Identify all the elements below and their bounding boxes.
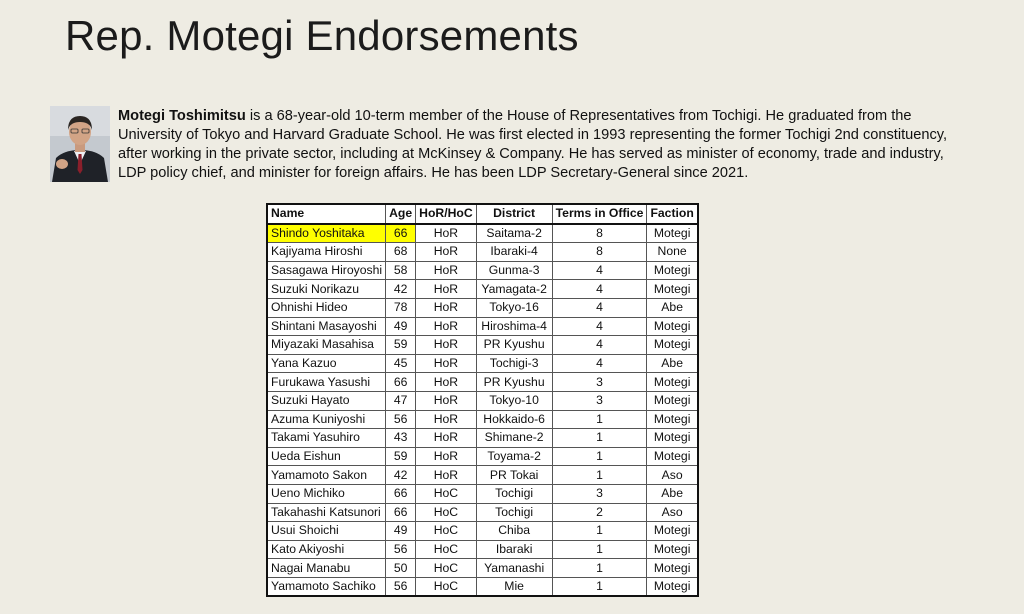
- cell-faction: Abe: [647, 354, 698, 373]
- cell-district: Yamanashi: [476, 559, 552, 578]
- cell-name: Kajiyama Hiroshi: [267, 243, 386, 262]
- cell-house: HoR: [416, 317, 476, 336]
- cell-house: HoR: [416, 447, 476, 466]
- cell-name: Shindo Yoshitaka: [267, 224, 386, 243]
- cell-name: Nagai Manabu: [267, 559, 386, 578]
- table-row: [267, 484, 698, 503]
- cell-faction: Motegi: [647, 336, 698, 355]
- cell-name: Takahashi Katsunori: [267, 503, 386, 522]
- cell-district: Tokyo-16: [476, 298, 552, 317]
- cell-name: Ueno Michiko: [267, 484, 386, 503]
- cell-faction: Motegi: [647, 540, 698, 559]
- table-row: [267, 447, 698, 466]
- cell-terms: 4: [552, 298, 647, 317]
- table-row: [267, 354, 698, 373]
- cell-terms: 3: [552, 391, 647, 410]
- cell-house: HoR: [416, 391, 476, 410]
- cell-name: Usui Shoichi: [267, 522, 386, 541]
- cell-district: Shimane-2: [476, 429, 552, 448]
- cell-age: 42: [386, 466, 416, 485]
- cell-terms: 1: [552, 466, 647, 485]
- bio-text: is a 68-year-old 10-term member of the House of Representatives from Tochigi. He graduated from the University of Tokyo and Harvard Graduate School. He was first elected in 1993 representing the former Tochigi 2nd constituency, after working in the private sector, including at McKinsey & Company. He has served as minister of economy, trade and industry, LDP policy chief, and minister for foreign affairs. He has been LDP Secretary-General since 2021.: [118, 108, 948, 181]
- cell-faction: Motegi: [647, 447, 698, 466]
- cell-faction: Motegi: [647, 391, 698, 410]
- cell-age: 56: [386, 410, 416, 429]
- table-row: [267, 522, 698, 541]
- cell-age: 56: [386, 540, 416, 559]
- cell-age: 49: [386, 317, 416, 336]
- cell-district: Gunma-3: [476, 261, 552, 280]
- portrait-photo: [50, 106, 110, 182]
- cell-age: 68: [386, 243, 416, 262]
- table-row: [267, 224, 698, 243]
- cell-district: Ibaraki-4: [476, 243, 552, 262]
- table-header-row: [267, 204, 698, 224]
- table-body: [267, 224, 698, 597]
- cell-age: 45: [386, 354, 416, 373]
- cell-faction: Abe: [647, 298, 698, 317]
- cell-faction: Motegi: [647, 317, 698, 336]
- table-row: [267, 540, 698, 559]
- cell-terms: 8: [552, 243, 647, 262]
- cell-faction: Abe: [647, 484, 698, 503]
- cell-age: 78: [386, 298, 416, 317]
- cell-faction: Aso: [647, 466, 698, 485]
- cell-house: HoR: [416, 224, 476, 243]
- cell-age: 58: [386, 261, 416, 280]
- header-faction: Faction: [647, 204, 698, 224]
- cell-faction: Motegi: [647, 522, 698, 541]
- cell-terms: 4: [552, 317, 647, 336]
- cell-district: Hokkaido-6: [476, 410, 552, 429]
- cell-house: HoR: [416, 280, 476, 299]
- cell-name: Sasagawa Hiroyoshi: [267, 261, 386, 280]
- cell-name: Takami Yasuhiro: [267, 429, 386, 448]
- header-age: Age: [386, 204, 416, 224]
- cell-terms: 1: [552, 522, 647, 541]
- table-row: [267, 336, 698, 355]
- cell-name: Yamamoto Sachiko: [267, 577, 386, 596]
- header-terms: Terms in Office: [552, 204, 647, 224]
- cell-name: Suzuki Norikazu: [267, 280, 386, 299]
- cell-terms: 4: [552, 280, 647, 299]
- table-row: [267, 261, 698, 280]
- cell-name: Yamamoto Sakon: [267, 466, 386, 485]
- bio-paragraph: [118, 107, 963, 183]
- cell-terms: 1: [552, 447, 647, 466]
- cell-age: 47: [386, 391, 416, 410]
- cell-age: 49: [386, 522, 416, 541]
- table-row: [267, 298, 698, 317]
- cell-district: Yamagata-2: [476, 280, 552, 299]
- cell-house: HoC: [416, 559, 476, 578]
- cell-district: Tokyo-10: [476, 391, 552, 410]
- table-row: [267, 503, 698, 522]
- header-house: HoR/HoC: [416, 204, 476, 224]
- table-row: [267, 373, 698, 392]
- cell-house: HoC: [416, 484, 476, 503]
- cell-terms: 1: [552, 429, 647, 448]
- cell-house: HoR: [416, 354, 476, 373]
- cell-terms: 8: [552, 224, 647, 243]
- cell-name: Ohnishi Hideo: [267, 298, 386, 317]
- table-row: [267, 577, 698, 596]
- cell-faction: Motegi: [647, 224, 698, 243]
- cell-house: HoR: [416, 466, 476, 485]
- cell-house: HoR: [416, 298, 476, 317]
- cell-age: 59: [386, 336, 416, 355]
- cell-house: HoR: [416, 336, 476, 355]
- cell-faction: Motegi: [647, 559, 698, 578]
- cell-district: Tochigi: [476, 503, 552, 522]
- header-district: District: [476, 204, 552, 224]
- table-row: [267, 280, 698, 299]
- cell-faction: Aso: [647, 503, 698, 522]
- cell-age: 42: [386, 280, 416, 299]
- cell-faction: Motegi: [647, 261, 698, 280]
- table-row: [267, 559, 698, 578]
- cell-age: 66: [386, 503, 416, 522]
- cell-faction: Motegi: [647, 373, 698, 392]
- cell-house: HoC: [416, 577, 476, 596]
- bio-name: Motegi Toshimitsu: [118, 108, 246, 124]
- slide-title: Rep. Motegi Endorsements: [65, 12, 579, 59]
- cell-faction: Motegi: [647, 410, 698, 429]
- header-name: Name: [267, 204, 386, 224]
- table-row: [267, 243, 698, 262]
- cell-faction: Motegi: [647, 577, 698, 596]
- cell-terms: 1: [552, 540, 647, 559]
- cell-age: 66: [386, 373, 416, 392]
- cell-faction: None: [647, 243, 698, 262]
- table-row: [267, 410, 698, 429]
- cell-age: 50: [386, 559, 416, 578]
- cell-name: Yana Kazuo: [267, 354, 386, 373]
- table-row: [267, 466, 698, 485]
- cell-district: Hiroshima-4: [476, 317, 552, 336]
- cell-name: Suzuki Hayato: [267, 391, 386, 410]
- cell-district: PR Kyushu: [476, 373, 552, 392]
- cell-name: Kato Akiyoshi: [267, 540, 386, 559]
- cell-terms: 3: [552, 484, 647, 503]
- cell-faction: Motegi: [647, 280, 698, 299]
- cell-district: Chiba: [476, 522, 552, 541]
- cell-age: 66: [386, 224, 416, 243]
- cell-district: Mie: [476, 577, 552, 596]
- cell-house: HoC: [416, 503, 476, 522]
- cell-house: HoR: [416, 429, 476, 448]
- cell-age: 43: [386, 429, 416, 448]
- cell-name: Ueda Eishun: [267, 447, 386, 466]
- cell-district: Ibaraki: [476, 540, 552, 559]
- cell-terms: 1: [552, 577, 647, 596]
- cell-house: HoC: [416, 540, 476, 559]
- cell-faction: Motegi: [647, 429, 698, 448]
- cell-terms: 1: [552, 559, 647, 578]
- cell-age: 56: [386, 577, 416, 596]
- table-row: [267, 317, 698, 336]
- cell-district: Saitama-2: [476, 224, 552, 243]
- cell-district: PR Kyushu: [476, 336, 552, 355]
- cell-terms: 2: [552, 503, 647, 522]
- cell-name: Shintani Masayoshi: [267, 317, 386, 336]
- endorsements-table: [266, 203, 699, 597]
- cell-house: HoR: [416, 373, 476, 392]
- cell-terms: 4: [552, 354, 647, 373]
- cell-district: Toyama-2: [476, 447, 552, 466]
- cell-house: HoC: [416, 522, 476, 541]
- cell-age: 59: [386, 447, 416, 466]
- cell-house: HoR: [416, 261, 476, 280]
- cell-terms: 4: [552, 261, 647, 280]
- cell-name: Miyazaki Masahisa: [267, 336, 386, 355]
- cell-district: Tochigi-3: [476, 354, 552, 373]
- cell-age: 66: [386, 484, 416, 503]
- cell-district: Tochigi: [476, 484, 552, 503]
- cell-district: PR Tokai: [476, 466, 552, 485]
- cell-name: Furukawa Yasushi: [267, 373, 386, 392]
- cell-terms: 1: [552, 410, 647, 429]
- cell-house: HoR: [416, 410, 476, 429]
- cell-name: Azuma Kuniyoshi: [267, 410, 386, 429]
- table-row: [267, 391, 698, 410]
- table-row: [267, 429, 698, 448]
- cell-terms: 3: [552, 373, 647, 392]
- cell-terms: 4: [552, 336, 647, 355]
- cell-house: HoR: [416, 243, 476, 262]
- portrait-image: [50, 106, 110, 182]
